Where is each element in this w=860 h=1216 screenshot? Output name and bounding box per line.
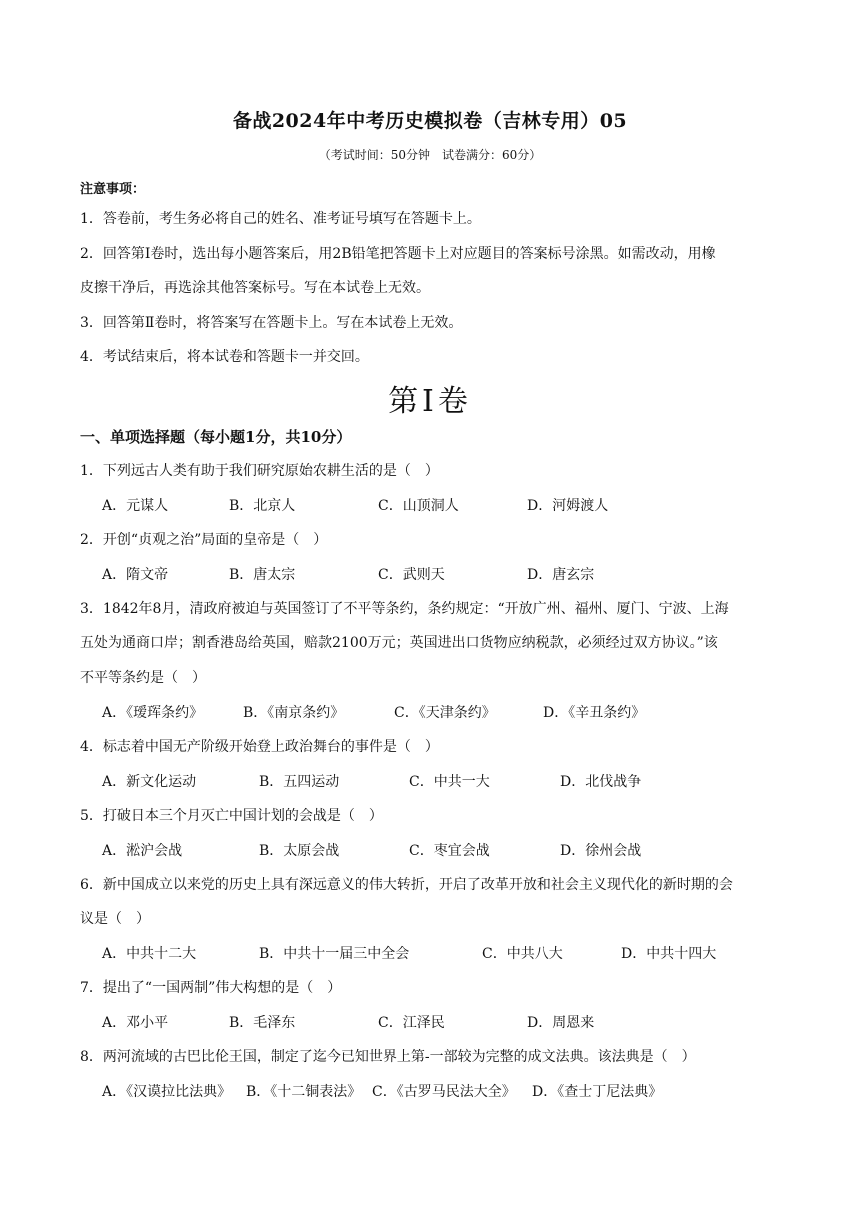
question-stem-continued: 议是（ ） [80,911,150,927]
question-stem: 7．提出了“一国两制”伟大构想的是（ ） [80,980,342,996]
option-b: B．中共十一届三中全会 [259,946,410,962]
option-c: C．《古罗马民法大全》 [372,1084,516,1100]
option-b: B．北京人 [229,498,296,514]
notice-heading: 注意事项： [80,182,146,197]
option-a: A．新文化运动 [102,774,197,790]
notice-item: 2．回答第Ⅰ卷时，选出每小题答案后，用2B铅笔把答题卡上对应题目的答案标号涂黑。如需改动，用橡 [80,246,716,262]
option-c: C．中共一大 [409,774,490,790]
option-b: B．唐太宗 [229,567,296,583]
question-stem: 6．新中国成立以来党的历史上具有深远意义的伟大转折，开启了改革开放和社会主义现代化的新时期的会 [80,877,733,893]
option-d: D．《辛丑条约》 [543,705,646,721]
option-d: D．河姆渡人 [527,498,609,514]
option-c: C．山顶洞人 [378,498,459,514]
option-b: B．《十二铜表法》 [246,1084,362,1100]
option-b: B．五四运动 [259,774,340,790]
option-b: B．毛泽东 [229,1015,296,1031]
option-d: D．唐玄宗 [527,567,595,583]
notice-item-continued: 皮擦干净后，再选涂其他答案标号。写在本试卷上无效。 [80,280,430,296]
option-c: C．枣宜会战 [409,843,490,859]
option-a: A．《汉谟拉比法典》 [102,1084,232,1100]
notice-item: 3．回答第Ⅱ卷时，将答案写在答题卡上。写在本试卷上无效。 [80,315,463,331]
page-title: 备战2024年中考历史模拟卷（吉林专用）05 [232,110,628,132]
question-stem-continued: 五处为通商口岸；割香港岛给英国，赔款2100万元；英国进出口货物应纳税款，必须经过双方协议。”该 [80,635,718,651]
section-heading: 一、单项选择题（每小题1分，共10分） [80,428,352,446]
exam-info: （考试时间：50分钟 试卷满分：60分） [318,148,542,162]
notice-item: 4．考试结束后，将本试卷和答题卡一并交回。 [80,349,369,365]
option-c: C．江泽民 [378,1015,445,1031]
option-c: C．《天津条约》 [394,705,496,721]
option-a: A．隋文帝 [102,567,169,583]
question-stem-continued: 不平等条约是（ ） [80,670,206,686]
notice-item: 1．答卷前，考生务必将自己的姓名、准考证号填写在答题卡上。 [80,211,481,227]
option-b: B．太原会战 [259,843,340,859]
question-stem: 1．下列远古人类有助于我们研究原始农耕生活的是（ ） [80,463,439,479]
option-d: D．周恩来 [527,1015,595,1031]
question-stem: 5．打破日本三个月灭亡中国计划的会战是（ ） [80,808,383,824]
option-a: A．中共十二大 [102,946,197,962]
option-c: C．中共八大 [482,946,563,962]
option-d: D．《查士丁尼法典》 [532,1084,663,1100]
volume-heading: 第Ⅰ卷 [388,384,472,419]
option-a: A．《瑷珲条约》 [102,705,204,721]
option-d: D．中共十四大 [621,946,717,962]
question-stem: 2．开创“贞观之治”局面的皇帝是（ ） [80,532,328,548]
option-c: C．武则天 [378,567,445,583]
option-a: A．淞沪会战 [102,843,183,859]
question-stem: 3．1842年8月，清政府被迫与英国签订了不平等条约，条约规定：“开放广州、福州、厦门、宁波、上海 [80,601,729,617]
option-a: A．邓小平 [102,1015,169,1031]
option-a: A．元谋人 [102,498,169,514]
question-stem: 8．两河流域的古巴比伦王国，制定了迄今已知世界上第-一部较为完整的成文法典。该法典是（ ） [80,1049,696,1065]
option-d: D．徐州会战 [560,843,642,859]
option-b: B．《南京条约》 [243,705,345,721]
question-stem: 4．标志着中国无产阶级开始登上政治舞台的事件是（ ） [80,739,439,755]
option-d: D．北伐战争 [560,774,642,790]
